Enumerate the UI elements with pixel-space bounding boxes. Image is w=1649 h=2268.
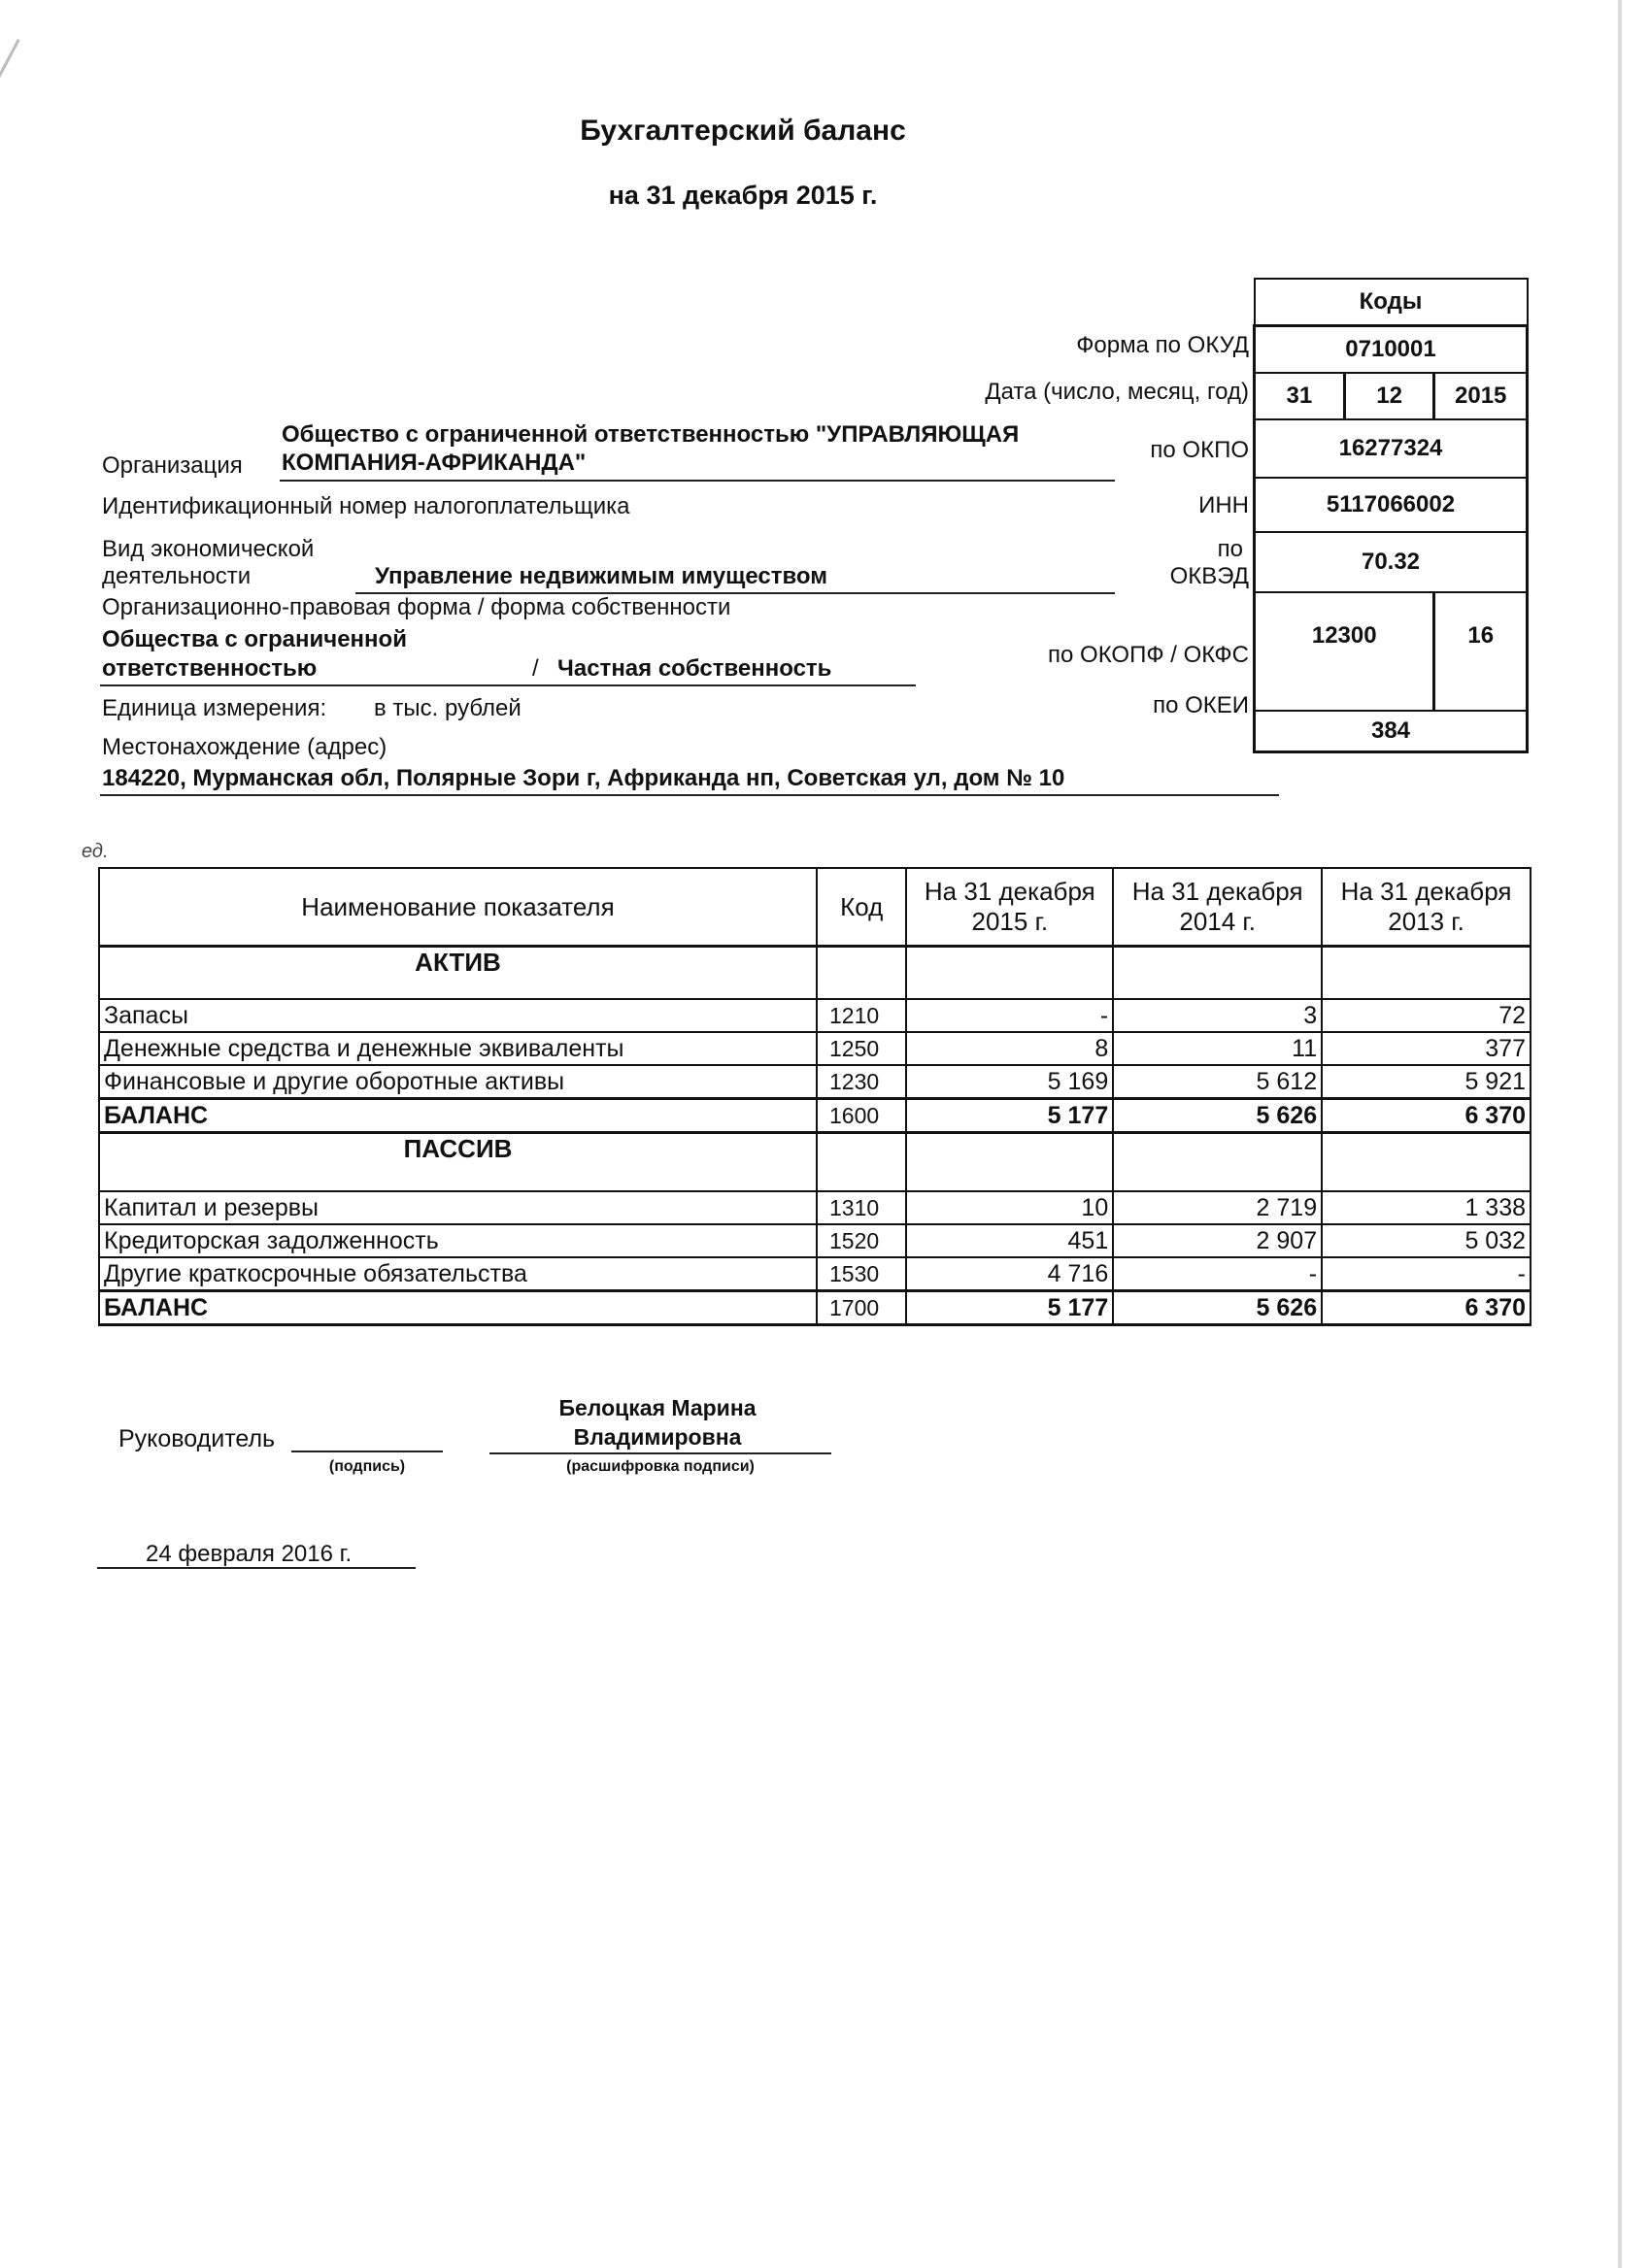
row-name: Финансовые и другие оборотные активы <box>99 1065 817 1099</box>
okpo-value: 16277324 <box>1255 419 1528 478</box>
row-2013: 72 <box>1322 999 1531 1032</box>
row-2014: 5 612 <box>1113 1065 1322 1099</box>
signature-date: 24 февраля 2016 г. <box>146 1541 353 1567</box>
form-underline <box>100 684 916 686</box>
row-2014: 2 907 <box>1113 1224 1322 1257</box>
row-2014: - <box>1113 1257 1322 1291</box>
okved-value: 70.32 <box>1255 532 1528 592</box>
row-2013: 6 370 <box>1322 1291 1531 1325</box>
row-2014: 5 626 <box>1113 1099 1322 1133</box>
okopf-label: по ОКОПФ / ОКФС <box>1048 642 1249 668</box>
row-2015: 5 169 <box>906 1065 1113 1099</box>
row-name: Запасы <box>99 999 817 1032</box>
row-2015: 8 <box>906 1032 1113 1065</box>
row-code: 1250 <box>817 1032 906 1065</box>
okopf-value: 12300 <box>1255 592 1434 711</box>
signatory-name-line1: Белоцкая Марина <box>558 1395 757 1420</box>
col-2013-header: На 31 декабря 2013 г. <box>1322 868 1531 947</box>
table-row <box>99 1224 1531 1257</box>
section-active: АКТИВ <box>99 947 817 1000</box>
row-2013: 5 921 <box>1322 1065 1531 1099</box>
row-code: 1600 <box>817 1099 906 1133</box>
date-year: 2015 <box>1434 373 1528 419</box>
col-2014-header: На 31 декабря 2014 г. <box>1113 868 1322 947</box>
okfs-value: 16 <box>1434 592 1528 711</box>
org-underline <box>280 480 1115 482</box>
inn-code-label: ИНН <box>1198 492 1249 518</box>
row-name: Другие краткосрочные обязательства <box>99 1257 817 1291</box>
section-row <box>99 947 1531 1000</box>
row-2014: 11 <box>1113 1032 1322 1065</box>
row-2013: 1 338 <box>1322 1191 1531 1224</box>
date-label: Дата (число, месяц, год) <box>985 379 1249 405</box>
row-name: Кредиторская задолженность <box>99 1224 817 1257</box>
address-underline <box>100 794 1279 796</box>
activity-value: Управление недвижимым имуществом <box>375 563 827 589</box>
table-row <box>99 1257 1531 1291</box>
page-title: Бухгалтерский баланс <box>580 115 906 147</box>
row-2014: 2 719 <box>1113 1191 1322 1224</box>
codes-box <box>1253 278 1529 753</box>
inn-label: Идентификационный номер налогоплательщика <box>102 493 630 519</box>
table-row <box>99 999 1531 1032</box>
row-2013: - <box>1322 1257 1531 1291</box>
col-name-header: Наименование показателя <box>99 868 817 947</box>
row-2015: 5 177 <box>906 1099 1113 1133</box>
form-separator: / <box>532 655 539 682</box>
activity-label-1: Вид экономической <box>102 536 315 562</box>
table-row <box>99 1065 1531 1099</box>
row-code: 1210 <box>817 999 906 1032</box>
row-2015: - <box>906 999 1113 1032</box>
inn-value: 5117066002 <box>1255 478 1528 532</box>
okved-label-2: ОКВЭД <box>1169 563 1249 589</box>
org-name-line2: КОМПАНИЯ-АФРИКАНДА" <box>282 450 587 476</box>
okpo-label: по ОКПО <box>1150 437 1249 463</box>
date-underline <box>97 1567 416 1569</box>
margin-note: ед. <box>82 841 109 862</box>
row-2015: 4 716 <box>906 1257 1113 1291</box>
row-code: 1230 <box>817 1065 906 1099</box>
org-label: Организация <box>102 452 243 479</box>
table-header <box>99 868 1531 947</box>
col-code-header: Код <box>817 868 906 947</box>
col-2015-header: На 31 декабря 2015 г. <box>906 868 1113 947</box>
ownership-value: Частная собственность <box>557 655 832 682</box>
row-name: Капитал и резервы <box>99 1191 817 1224</box>
row-2014: 5 626 <box>1113 1291 1322 1325</box>
address-value: 184220, Мурманская обл, Полярные Зори г, Африканда нп, Советская ул, дом № 10 <box>102 765 1065 791</box>
okei-label: по ОКЕИ <box>1153 692 1249 718</box>
row-code: 1310 <box>817 1191 906 1224</box>
row-2013: 377 <box>1322 1032 1531 1065</box>
form-line2: ответственностью <box>102 655 318 682</box>
balance-row <box>99 1099 1531 1133</box>
page-subtitle: на 31 декабря 2015 г. <box>608 181 878 210</box>
row-2015: 451 <box>906 1224 1113 1257</box>
row-name: БАЛАНС <box>99 1099 817 1133</box>
codes-heading: Коды <box>1255 279 1528 326</box>
row-code: 1700 <box>817 1291 906 1325</box>
date-day: 31 <box>1255 373 1345 419</box>
okud-value: 0710001 <box>1255 326 1528 374</box>
form-label: Организационно-правовая форма / форма собственности <box>102 594 731 620</box>
unit-label: Единица измерения: <box>102 695 327 721</box>
okud-label: Форма по ОКУД <box>1076 332 1249 358</box>
signature-caption: (подпись) <box>328 1458 406 1475</box>
date-month: 12 <box>1344 373 1434 419</box>
row-2015: 10 <box>906 1191 1113 1224</box>
unit-value: в тыс. рублей <box>374 695 522 721</box>
org-name-line1: Общество с ограниченной ответственностью "УПРАВЛЯЮЩАЯ <box>282 421 1020 448</box>
signature-line <box>291 1451 443 1452</box>
address-label: Местонахождение (адрес) <box>102 734 387 760</box>
table-row <box>99 1191 1531 1224</box>
row-name: Денежные средства и денежные эквиваленты <box>99 1032 817 1065</box>
row-2015: 5 177 <box>906 1291 1113 1325</box>
section-row <box>99 1133 1531 1192</box>
row-2013: 5 032 <box>1322 1224 1531 1257</box>
form-line1: Общества с ограниченной <box>102 626 407 652</box>
signatory-name-line2: Владимировна <box>573 1424 742 1450</box>
decode-caption: (расшифровка подписи) <box>566 1458 755 1475</box>
balance-table <box>98 867 1531 1326</box>
okved-label-1: по <box>1217 536 1243 562</box>
section-passive: ПАССИВ <box>99 1133 817 1192</box>
scan-mark <box>1618 0 1622 2268</box>
row-2013: 6 370 <box>1322 1099 1531 1133</box>
row-code: 1530 <box>817 1257 906 1291</box>
table-row <box>99 1032 1531 1065</box>
row-name: БАЛАНС <box>99 1291 817 1325</box>
activity-label-2: деятельности <box>102 563 252 589</box>
balance-row <box>99 1291 1531 1325</box>
row-2014: 3 <box>1113 999 1322 1032</box>
row-code: 1520 <box>817 1224 906 1257</box>
okei-value: 384 <box>1255 711 1528 752</box>
signature-role: Руководитель <box>118 1425 276 1452</box>
decode-line <box>489 1452 831 1454</box>
